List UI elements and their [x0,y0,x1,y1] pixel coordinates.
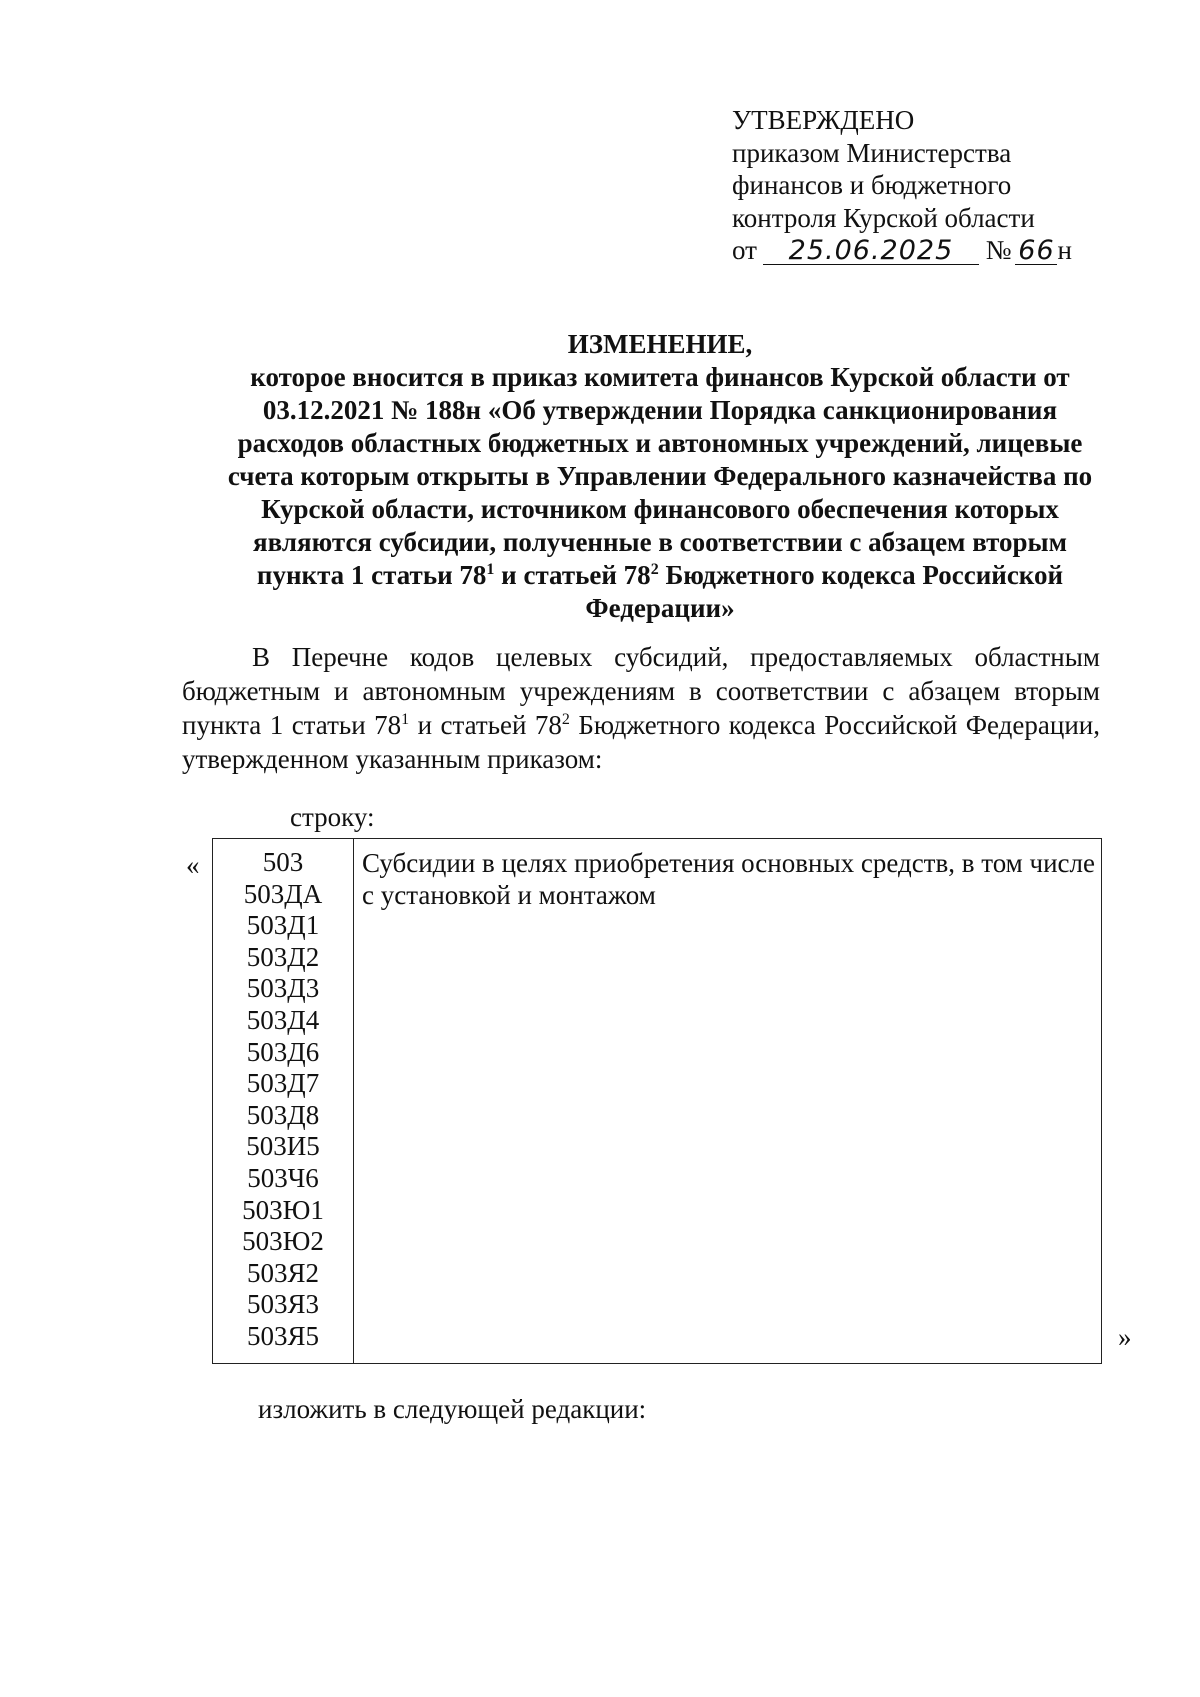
intro-paragraph [182,640,1100,776]
opening-quote: « [186,850,200,880]
code-item: 503Я5 [246,1320,319,1351]
superscript: 2 [650,561,659,578]
number-suffix: н [1057,235,1072,265]
date-prefix: от [732,235,757,265]
closing-text: изложить в следующей редакции: [258,1394,647,1424]
row-label: строку: [290,802,375,832]
superscript: 1 [486,561,495,578]
superscript: 1 [401,711,410,728]
code-item: 503И5 [246,1131,320,1162]
approval-title: УТВЕРЖДЕНО [732,105,915,135]
approval-line: приказом Министерства [732,137,1012,168]
intro-text-part: В Перечне кодов целевых субсидий, предоставляемых областным бюджетным и автономным учреждениям в соответствии с абзацем вторым пункта 1 статьи 78 [182,642,1100,740]
code-item: 503Ч6 [247,1162,319,1193]
code-item: 503Д6 [246,1036,320,1067]
closing-quote: » [1118,1322,1132,1352]
code-item: 503Д7 [246,1068,320,1099]
intro-text-part: Бюджетного кодекса Российской Федерации, утвержденном указанным приказом: [182,710,1100,774]
approval-stamp [732,104,1072,267]
code-item: 503Д1 [246,910,320,941]
superscript: 2 [561,711,570,728]
heading-text-part: которое вносится в приказ комитета финансов Курской области от 03.12.2021 № 188н «Об утверждении Порядка санкционирования расходов областных бюджетных и автономных учреждений, лицевые счета которым открыты в Управлении Федерального казначейства по Курской области, источником финансового обеспечения которых являются субсидии, полученные в соответствии с абзацем вторым пункта 1 статьи 78 [227,362,1093,590]
handwritten-number: 66 [1015,238,1057,265]
code-item: 503Д3 [246,973,320,1004]
document-heading [210,328,1110,625]
code-item: 503 [262,847,304,877]
codes-cell [213,839,354,1364]
code-item: 503Д8 [246,1099,320,1130]
codes-table [212,838,1102,1364]
code-item: 503Ю2 [242,1226,324,1257]
heading-text-part: и статьей 78 [494,560,651,590]
approval-line: финансов и бюджетного [732,170,1012,200]
code-item: 503Я3 [246,1289,319,1320]
number-prefix: № [985,235,1012,265]
approval-date-line [732,234,1072,267]
handwritten-date: 25.06.2025 [763,238,979,265]
code-item: 503ДА [243,878,323,909]
table-row [213,839,1102,1364]
approval-line: контроля Курской области [732,202,1035,233]
code-item: 503Д4 [246,1004,320,1035]
intro-text-part: и статьей 78 [409,710,562,740]
heading-title: ИЗМЕНЕНИЕ, [567,329,753,359]
heading-body [210,361,1110,625]
code-item: 503Д2 [246,941,320,972]
heading-text-part: Бюджетного кодекса Российской Федерации» [585,560,1064,623]
code-item: 503Ю1 [242,1194,324,1225]
code-item: 503Я2 [246,1257,319,1288]
description-cell: Субсидии в целях приобретения основных средств, в том числе с установкой и монтажом [354,839,1102,1364]
